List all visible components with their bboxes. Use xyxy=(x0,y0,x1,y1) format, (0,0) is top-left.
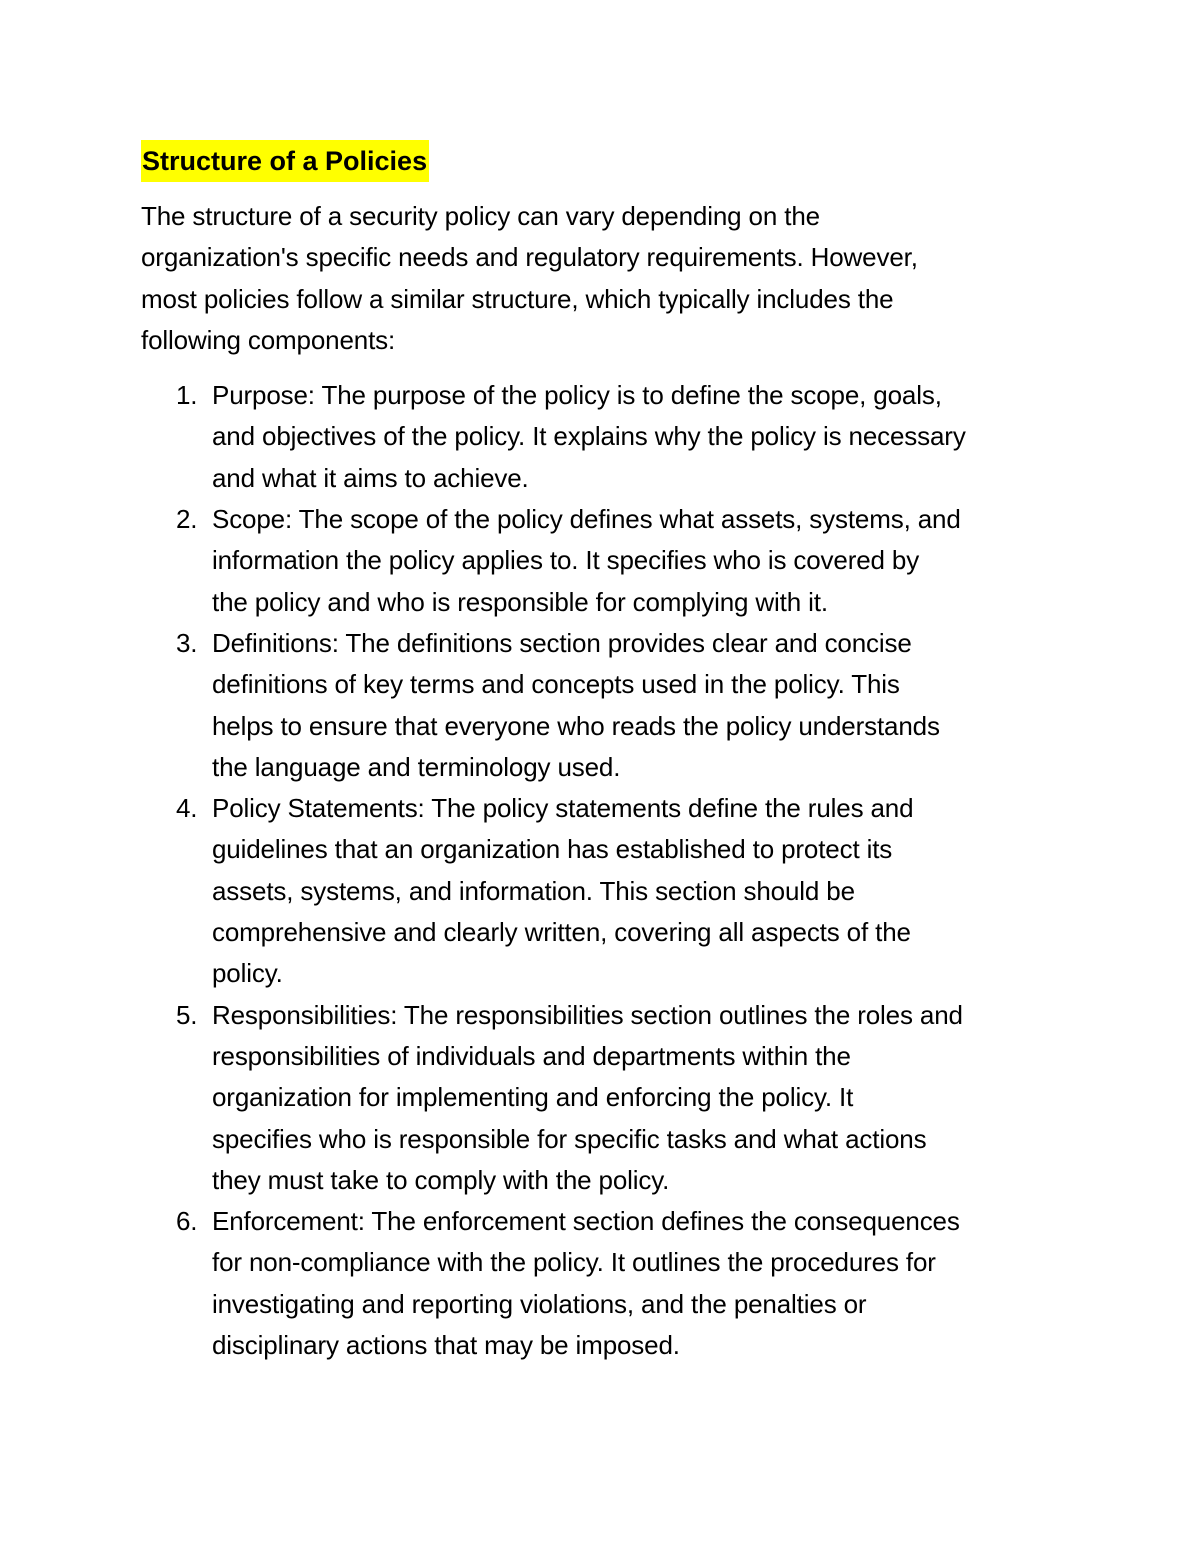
list-item-purpose xyxy=(141,375,1071,499)
list-item-responsibilities xyxy=(141,995,1071,1201)
list-item-scope xyxy=(141,499,1071,623)
list-item-line: disciplinary actions that may be imposed. xyxy=(212,1330,680,1361)
list-item-number: 6. xyxy=(176,1206,198,1237)
list-item-number: 3. xyxy=(176,627,198,658)
intro-line: most policies follow a similar structure, which typically includes the xyxy=(141,283,894,314)
list-item-line: for non-compliance with the policy. It outlines the procedures for xyxy=(212,1247,936,1278)
list-item-line: investigating and reporting violations, and the penalties or xyxy=(212,1288,867,1319)
list-item-line: comprehensive and clearly written, covering all aspects of the xyxy=(212,917,911,948)
list-item-definitions xyxy=(141,623,1071,788)
list-item-line: the language and terminology used. xyxy=(212,751,621,782)
list-item-number: 4. xyxy=(176,793,198,824)
list-item-line: responsibilities of individuals and departments within the xyxy=(212,1040,851,1071)
components-list xyxy=(141,375,1071,1366)
document-content xyxy=(141,140,1071,1366)
list-item-line: Enforcement: The enforcement section defines the consequences xyxy=(212,1206,960,1237)
list-item-policy-statements xyxy=(141,788,1071,994)
intro-paragraph xyxy=(141,196,1071,361)
list-item-line: Scope: The scope of the policy defines what assets, systems, and xyxy=(212,504,961,535)
intro-line: following components: xyxy=(141,324,396,355)
list-item-number: 1. xyxy=(176,380,198,411)
intro-line: organization's specific needs and regulatory requirements. However, xyxy=(141,242,918,273)
list-item-line: Purpose: The purpose of the policy is to define the scope, goals, xyxy=(212,380,942,411)
list-item-line: and objectives of the policy. It explains why the policy is necessary xyxy=(212,421,966,452)
document-title: Structure of a Policies xyxy=(141,140,429,182)
list-item-line: assets, systems, and information. This section should be xyxy=(212,875,855,906)
list-item-line: and what it aims to achieve. xyxy=(212,462,529,493)
list-item-number: 5. xyxy=(176,999,198,1030)
list-item-line: helps to ensure that everyone who reads the policy understands xyxy=(212,710,940,741)
intro-line: The structure of a security policy can vary depending on the xyxy=(141,201,820,231)
list-item-number: 2. xyxy=(176,504,198,535)
list-item-line: the policy and who is responsible for complying with it. xyxy=(212,586,828,617)
list-item-line: specifies who is responsible for specific tasks and what actions xyxy=(212,1123,927,1154)
list-item-line: organization for implementing and enforcing the policy. It xyxy=(212,1082,854,1113)
list-item-line: policy. xyxy=(212,958,283,989)
list-item-line: they must take to comply with the policy. xyxy=(212,1164,670,1195)
list-item-line: Definitions: The definitions section provides clear and concise xyxy=(212,627,912,658)
list-item-line: Policy Statements: The policy statements define the rules and xyxy=(212,793,914,824)
list-item-line: guidelines that an organization has established to protect its xyxy=(212,834,893,865)
list-item-line: Responsibilities: The responsibilities section outlines the roles and xyxy=(212,999,963,1030)
list-item-line: definitions of key terms and concepts used in the policy. This xyxy=(212,669,900,700)
list-item-enforcement xyxy=(141,1201,1071,1366)
list-item-line: information the policy applies to. It specifies who is covered by xyxy=(212,545,920,576)
